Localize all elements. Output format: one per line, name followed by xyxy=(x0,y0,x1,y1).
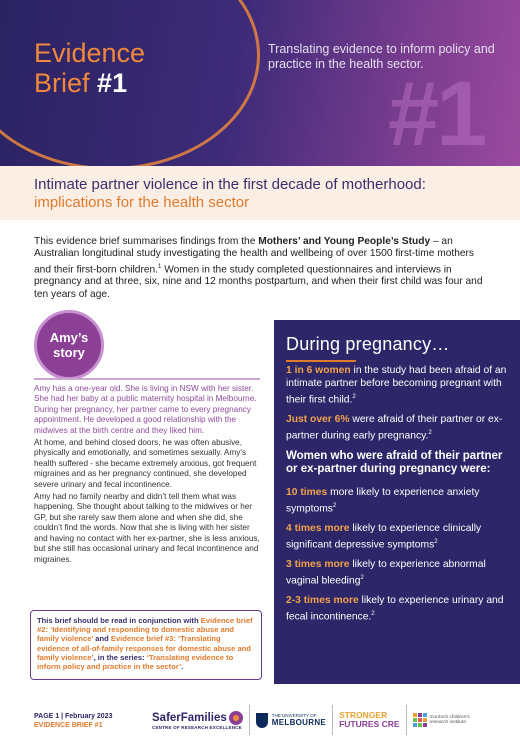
badge-line-1: Amy’s xyxy=(49,330,89,345)
page-number: PAGE 1 | February 2023 xyxy=(34,713,113,720)
risk-item-highlight: 2-3 times more xyxy=(286,594,359,606)
risk-item xyxy=(286,487,508,516)
risk-item-highlight: 4 times more xyxy=(286,522,350,534)
risk-item-text: more likely to experience anxiety symptoms xyxy=(286,486,480,515)
header-tagline: Translating evidence to inform policy and practice in the health sector. xyxy=(268,42,495,71)
related-briefs-note xyxy=(30,610,262,680)
risk-item-ref: 2 xyxy=(332,502,337,509)
intro-text-1: This evidence brief summarises findings from the xyxy=(34,236,259,247)
intro-paragraph xyxy=(34,236,490,301)
note-text-2: and xyxy=(93,634,111,644)
note-series-name: ‘Translating evidence to inform policy and practice in the sector’ xyxy=(37,652,234,672)
note-text-3: , in the series: xyxy=(93,652,147,662)
note-link-brief-3[interactable]: Evidence brief #3: ‘Translating evidence of all-of-family responses for domestic abuse and family violence’ xyxy=(37,634,251,662)
saferfamilies-mark-icon xyxy=(229,711,243,725)
stat-1 xyxy=(286,365,508,407)
watermark-number: #1 xyxy=(388,63,485,165)
mcri-text: murdoch children's research institute xyxy=(429,714,470,725)
risk-item xyxy=(286,559,508,588)
futures-text: FUTURES CRE xyxy=(339,719,400,729)
risk-item-text: likely to experience clinically significant depressive symptoms xyxy=(286,522,482,551)
stronger-text: STRONGER xyxy=(339,710,388,720)
panel-heading: Women who were afraid of their partner or ex-partner during pregnancy were: xyxy=(286,449,503,476)
title-line-1: Evidence xyxy=(34,38,146,68)
story-paragraph-2: Amy had no family nearby and didn’t tell them what was happening. She thought about talking to the midwives or her GP, but she rarely saw them alone and when she did, she couldn’t find the words. Now that she is living with her sister and having no contact with her ex-partner, she is less anxious, but she still has occasional urinary and fecal incontinence and migraines. xyxy=(34,492,260,564)
subtitle-line-1: Intimate partner violence in the first decade of motherhood: xyxy=(34,176,426,193)
saferfamilies-logo xyxy=(146,705,249,735)
subtitle-band xyxy=(0,166,520,220)
amy-story-badge xyxy=(34,310,104,380)
amy-story xyxy=(34,384,260,567)
stat-2-highlight: Just over 6% xyxy=(286,413,350,425)
risk-item xyxy=(286,595,508,624)
risk-item-ref: 2 xyxy=(371,610,375,617)
risk-item-ref: 2 xyxy=(360,574,364,581)
note-text-4: . xyxy=(181,662,184,672)
title-number: #1 xyxy=(97,68,128,98)
study-name: Mothers’ and Young People’s Study xyxy=(258,236,431,247)
stat-2 xyxy=(286,414,508,443)
stat-1-text: in the study had been afraid of an intimate partner before becoming pregnant with their first child. xyxy=(286,365,507,406)
title-line-2 xyxy=(34,68,145,98)
badge-line-2: story xyxy=(53,345,85,360)
risk-item xyxy=(286,523,508,552)
brief-title xyxy=(34,38,145,98)
mcri-logo xyxy=(406,705,480,735)
risk-item-text: likely to experience urinary and fecal incontinence. xyxy=(286,594,504,623)
mcri-grid-icon xyxy=(413,713,427,727)
header-banner xyxy=(0,0,520,166)
saferfamilies-subtitle: CENTRE OF RESEARCH EXCELLENCE xyxy=(152,724,242,730)
stat-1-highlight: 1 in 6 women xyxy=(286,365,351,376)
risk-item-highlight: 3 times more xyxy=(286,558,350,570)
stat-1-ref: 2 xyxy=(352,393,356,400)
saferfamilies-name: SaferFamilies xyxy=(152,711,227,724)
intro-ref: 1 xyxy=(158,263,162,270)
brief-label: EVIDENCE BRIEF #1 xyxy=(34,722,103,729)
note-text-1: This brief should be read in conjunction with xyxy=(37,616,201,625)
unimelb-logo xyxy=(249,705,332,735)
title-brief-word: Brief xyxy=(34,68,90,98)
unimelb-crest-icon xyxy=(256,713,268,728)
footer-page-info xyxy=(34,712,112,730)
story-lead: Amy has a one-year old. She is living in NSW with her sister. She had her baby at a public maternity hospital in Melbourne. During her pregnancy, her partner came to every pregnancy appointment. He developed a good relationship with the midwives at the birth centre and they liked him. xyxy=(34,384,257,435)
note-link-brief-2[interactable]: Evidence brief #2: ‘Identifying and responding to domestic abuse and family violence’ xyxy=(37,616,253,644)
partner-logos xyxy=(146,704,520,736)
unimelb-top-text: THE UNIVERSITY OF xyxy=(271,713,317,718)
stat-2-ref: 2 xyxy=(428,429,432,436)
amy-divider xyxy=(34,378,260,380)
intro-text-3: Women in the study completed questionnaires and interviews in pregnancy and at three, six, nine and 12 months postpartum, and when their first child was four and ten years of age. xyxy=(34,263,483,300)
unimelb-main-text: MELBOURNE xyxy=(271,718,327,727)
risk-item-text: likely to experience abnormal vaginal bleeding xyxy=(286,558,486,587)
stat-2-text: were afraid of their partner or ex-partner during early pregnancy. xyxy=(286,413,503,442)
stronger-futures-logo xyxy=(332,705,405,735)
risk-item-ref: 2 xyxy=(434,538,438,545)
panel-title: During pregnancy… xyxy=(286,334,450,354)
subtitle-line-2: implications for the health sector xyxy=(34,194,250,211)
panel-title-underline xyxy=(286,360,356,362)
risk-item-highlight: 10 times xyxy=(286,486,328,498)
pregnancy-panel xyxy=(274,320,520,684)
story-paragraph-1: At home, and behind closed doors, he was often abusive, physically and emotionally, and sometimes sexually. Amy’s health suffered - she became extremely anxious, got frequent migraines and as her pregnancy continued, she developed severe urinary and fecal incontinence. xyxy=(34,438,257,489)
intro-text-2: – an Australian longitudinal study investigating the health and wellbeing of over 1500 first-time mothers and their first-born children. xyxy=(34,236,475,275)
